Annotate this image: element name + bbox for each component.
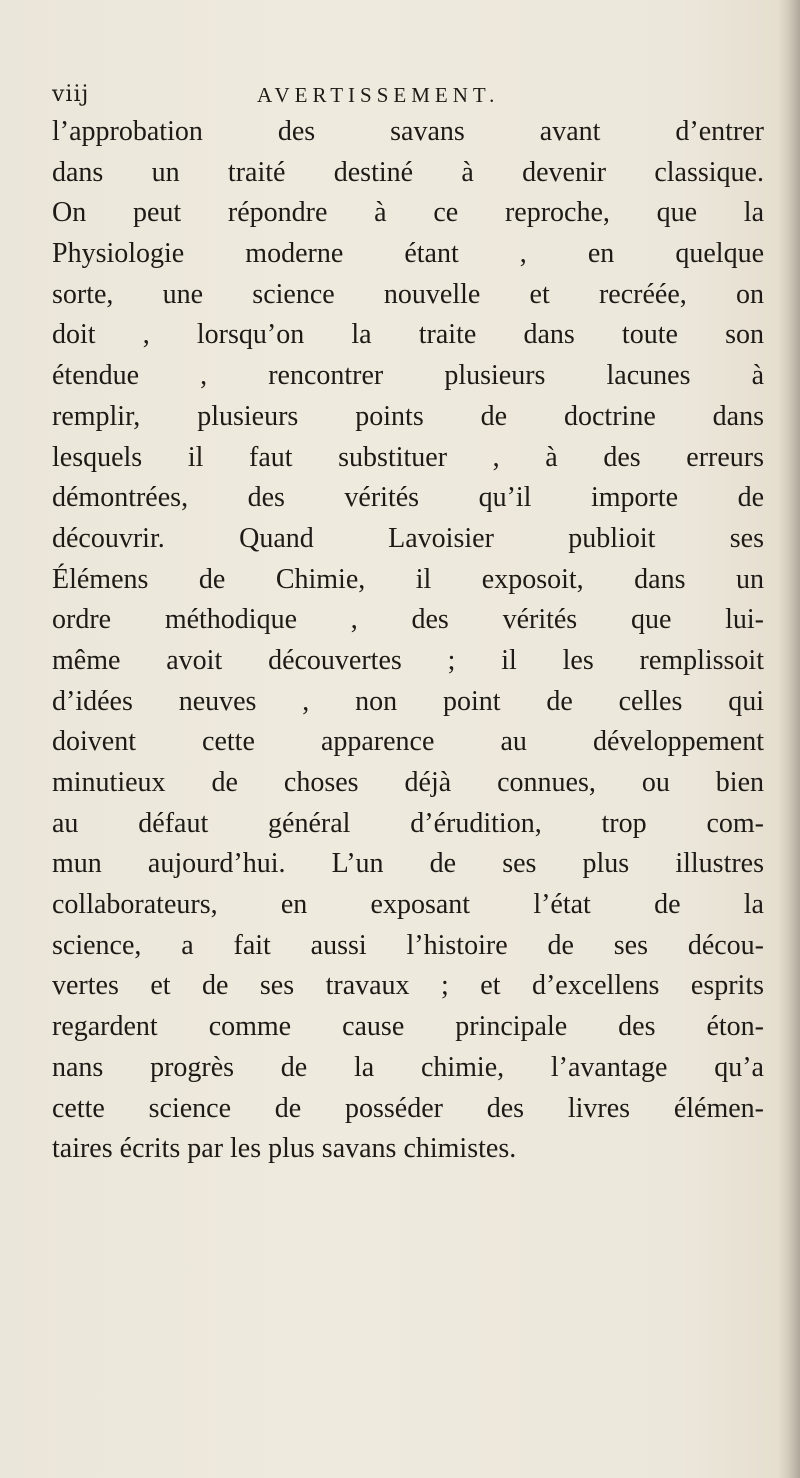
text-line: minutieux de choses déjà connues, ou bien xyxy=(52,767,764,798)
text-line: regardent comme cause principale des éton- xyxy=(52,1011,764,1043)
text-line: même avoit découvertes ; il les remplissoit xyxy=(52,644,764,676)
page-header xyxy=(52,80,752,110)
text-line: au défaut général d’érudition, trop com- xyxy=(52,807,764,839)
text-line: étendue , rencontrer plusieurs lacunes à xyxy=(52,360,764,392)
text-line: science, a fait aussi l’histoire de ses décou- xyxy=(52,929,764,961)
text-line: doit , lorsqu’on la traite dans toute son xyxy=(52,319,764,351)
text-line: découvrir. Quand Lavoisier publioit ses xyxy=(52,522,764,554)
page-edge-shadow xyxy=(778,0,800,1478)
body-text xyxy=(52,112,764,1170)
text-line: démontrées, des vérités qu’il importe de xyxy=(52,482,764,514)
text-line: dans un traité destiné à devenir classique. xyxy=(52,156,764,188)
text-line: vertes et de ses travaux ; et d’excellens esprits xyxy=(52,970,764,1002)
text-line: lesquels il faut substituer , à des erreurs xyxy=(52,441,764,473)
text-line: collaborateurs, en exposant l’état de la xyxy=(52,889,764,921)
text-line: Physiologie moderne étant , en quelque xyxy=(52,238,764,270)
text-line: Élémens de Chimie, il exposoit, dans un xyxy=(52,563,764,595)
running-title: AVERTISSEMENT. xyxy=(257,83,500,107)
text-line: remplir, plusieurs points de doctrine dans xyxy=(52,400,764,432)
text-line: cette science de posséder des livres élémen- xyxy=(52,1092,764,1124)
page-number: viij xyxy=(52,82,90,107)
text-line: taires écrits par les plus savans chimistes. xyxy=(52,1133,517,1165)
text-line: mun aujourd’hui. L’un de ses plus illustres xyxy=(52,848,764,880)
text-line: l’approbation des savans avant d’entrer xyxy=(52,116,764,147)
text-line: ordre méthodique , des vérités que lui- xyxy=(52,604,764,636)
text-line: sorte, une science nouvelle et recréée, on xyxy=(52,278,764,310)
text-line: On peut répondre à ce reproche, que la xyxy=(52,197,764,229)
text-line: doivent cette apparence au développement xyxy=(52,726,764,758)
text-line: nans progrès de la chimie, l’avantage qu’a xyxy=(52,1051,764,1083)
text-line: d’idées neuves , non point de celles qui xyxy=(52,685,764,717)
